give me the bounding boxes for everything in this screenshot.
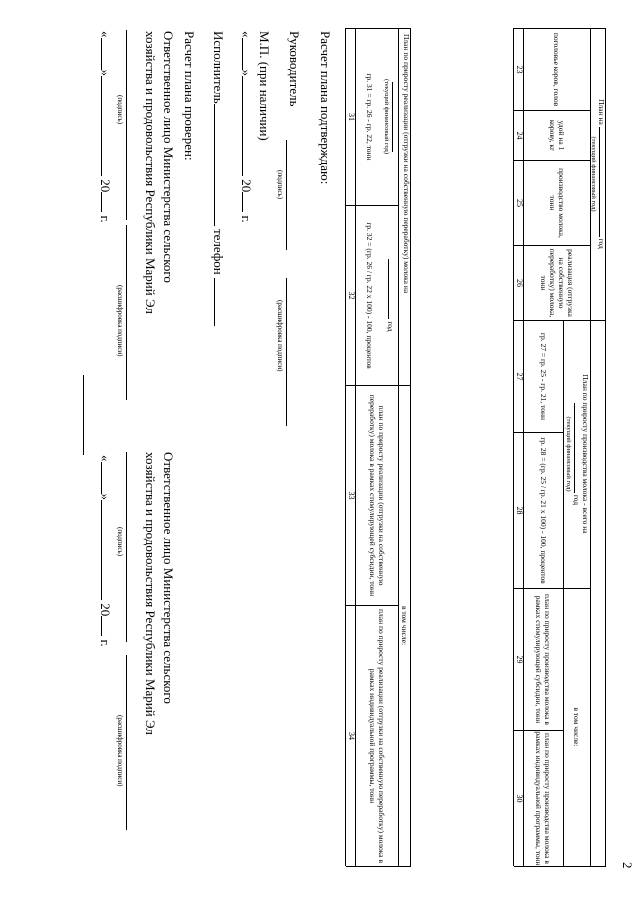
col-number: 28 (514, 506, 524, 515)
col-number: 30 (514, 794, 524, 803)
real-subheader: (текущий финансовый год) (384, 28, 398, 205)
checked-label: Расчет плана проверен: (182, 31, 197, 161)
confirmed-label: Расчет плана подтверждаю: (318, 31, 333, 185)
signature-caption: (подпись) (116, 527, 124, 557)
real-header: План по приросту реализации (отгрузки на собственную переработку) молока на (402, 34, 411, 294)
col-number: 33 (346, 491, 356, 500)
executor-row: Исполнитель телефон (212, 31, 225, 326)
col-number: 29 (514, 655, 524, 664)
responsible-left: Ответственное лицо Министерства сельского хозяйства и продовольствия Республики Марий Эл (143, 31, 176, 314)
col-30-header: план по приросту производства молока в рамках индивидуальной программы, тонн (534, 731, 553, 866)
page-number: 2 (620, 862, 635, 869)
mp-label: М.П. (при наличии) (257, 31, 272, 141)
col-29-header: план по приросту производства молока в рамках стимулирующей субсидии, тонн (534, 594, 553, 725)
incl-header-bottom: в том числе: (400, 605, 409, 646)
col-number: 24 (514, 131, 524, 140)
col-26-header: реализация (отгрузка на собственную переработку) молока, тонн (539, 248, 575, 318)
real-year: год (384, 206, 398, 385)
col-23-header: поголовье коров, голов (552, 32, 562, 107)
decoding-caption: (расшифровка подписи) (116, 715, 124, 787)
col-27-header: гр. 27 = гр. 25 - гр. 21, тонн (539, 332, 548, 421)
signature-caption: (подпись) (276, 170, 284, 200)
col-number: 34 (346, 732, 356, 740)
col-number: 32 (346, 291, 356, 300)
head-row: Руководитель (287, 31, 302, 107)
responsible-right: Ответственное лицо Министерства сельского хозяйства и продовольствия Республики Марий Эл (143, 452, 176, 735)
col-31-header: гр. 31 = гр. 26 - гр. 22, тонн (365, 73, 375, 161)
col-number: 23 (514, 65, 524, 74)
col-25-header: производство молока, тонн (548, 168, 566, 238)
col-33-header: план по приросту реализации (отгрузки на собственную переработку) молока в рамках стимулирующей субсидии, тонн (368, 394, 386, 597)
col-number: 27 (514, 372, 524, 381)
col-24-header: удой на 1 корову, кг (548, 119, 566, 152)
signature-caption: (подпись) (116, 95, 124, 125)
growth-header: План по приросту производства молока - всего на год (текущий финансовый год) (564, 374, 590, 534)
col-28-header: гр. 28 = (гр. 25 / гр. 21 x 100) - 100, процентов (539, 437, 548, 584)
date-row-1: «» 20 г. (239, 31, 254, 223)
date-row-3: «» 20 г. (98, 455, 113, 647)
incl-header-top: в том числе: (572, 707, 582, 747)
col-number: 31 (346, 113, 356, 121)
col-32-header: гр. 32 = (гр. 26 / гр. 22 x 100) - 100, процентов (365, 222, 375, 369)
col-number: 25 (514, 199, 524, 207)
col-number: 26 (514, 279, 524, 287)
decoding-caption: (расшифровка подписи) (116, 285, 124, 357)
plan-header: План на год (текущий финансовый год) (590, 99, 607, 249)
date-row-2: «» 20 г. (98, 31, 113, 223)
col-34-header: план по приросту реализации (отгрузки на собственную переработку) молока в рамках индивидуальной программы, тонн (368, 608, 386, 863)
decoding-caption: (расшифровка подписи) (276, 300, 284, 372)
